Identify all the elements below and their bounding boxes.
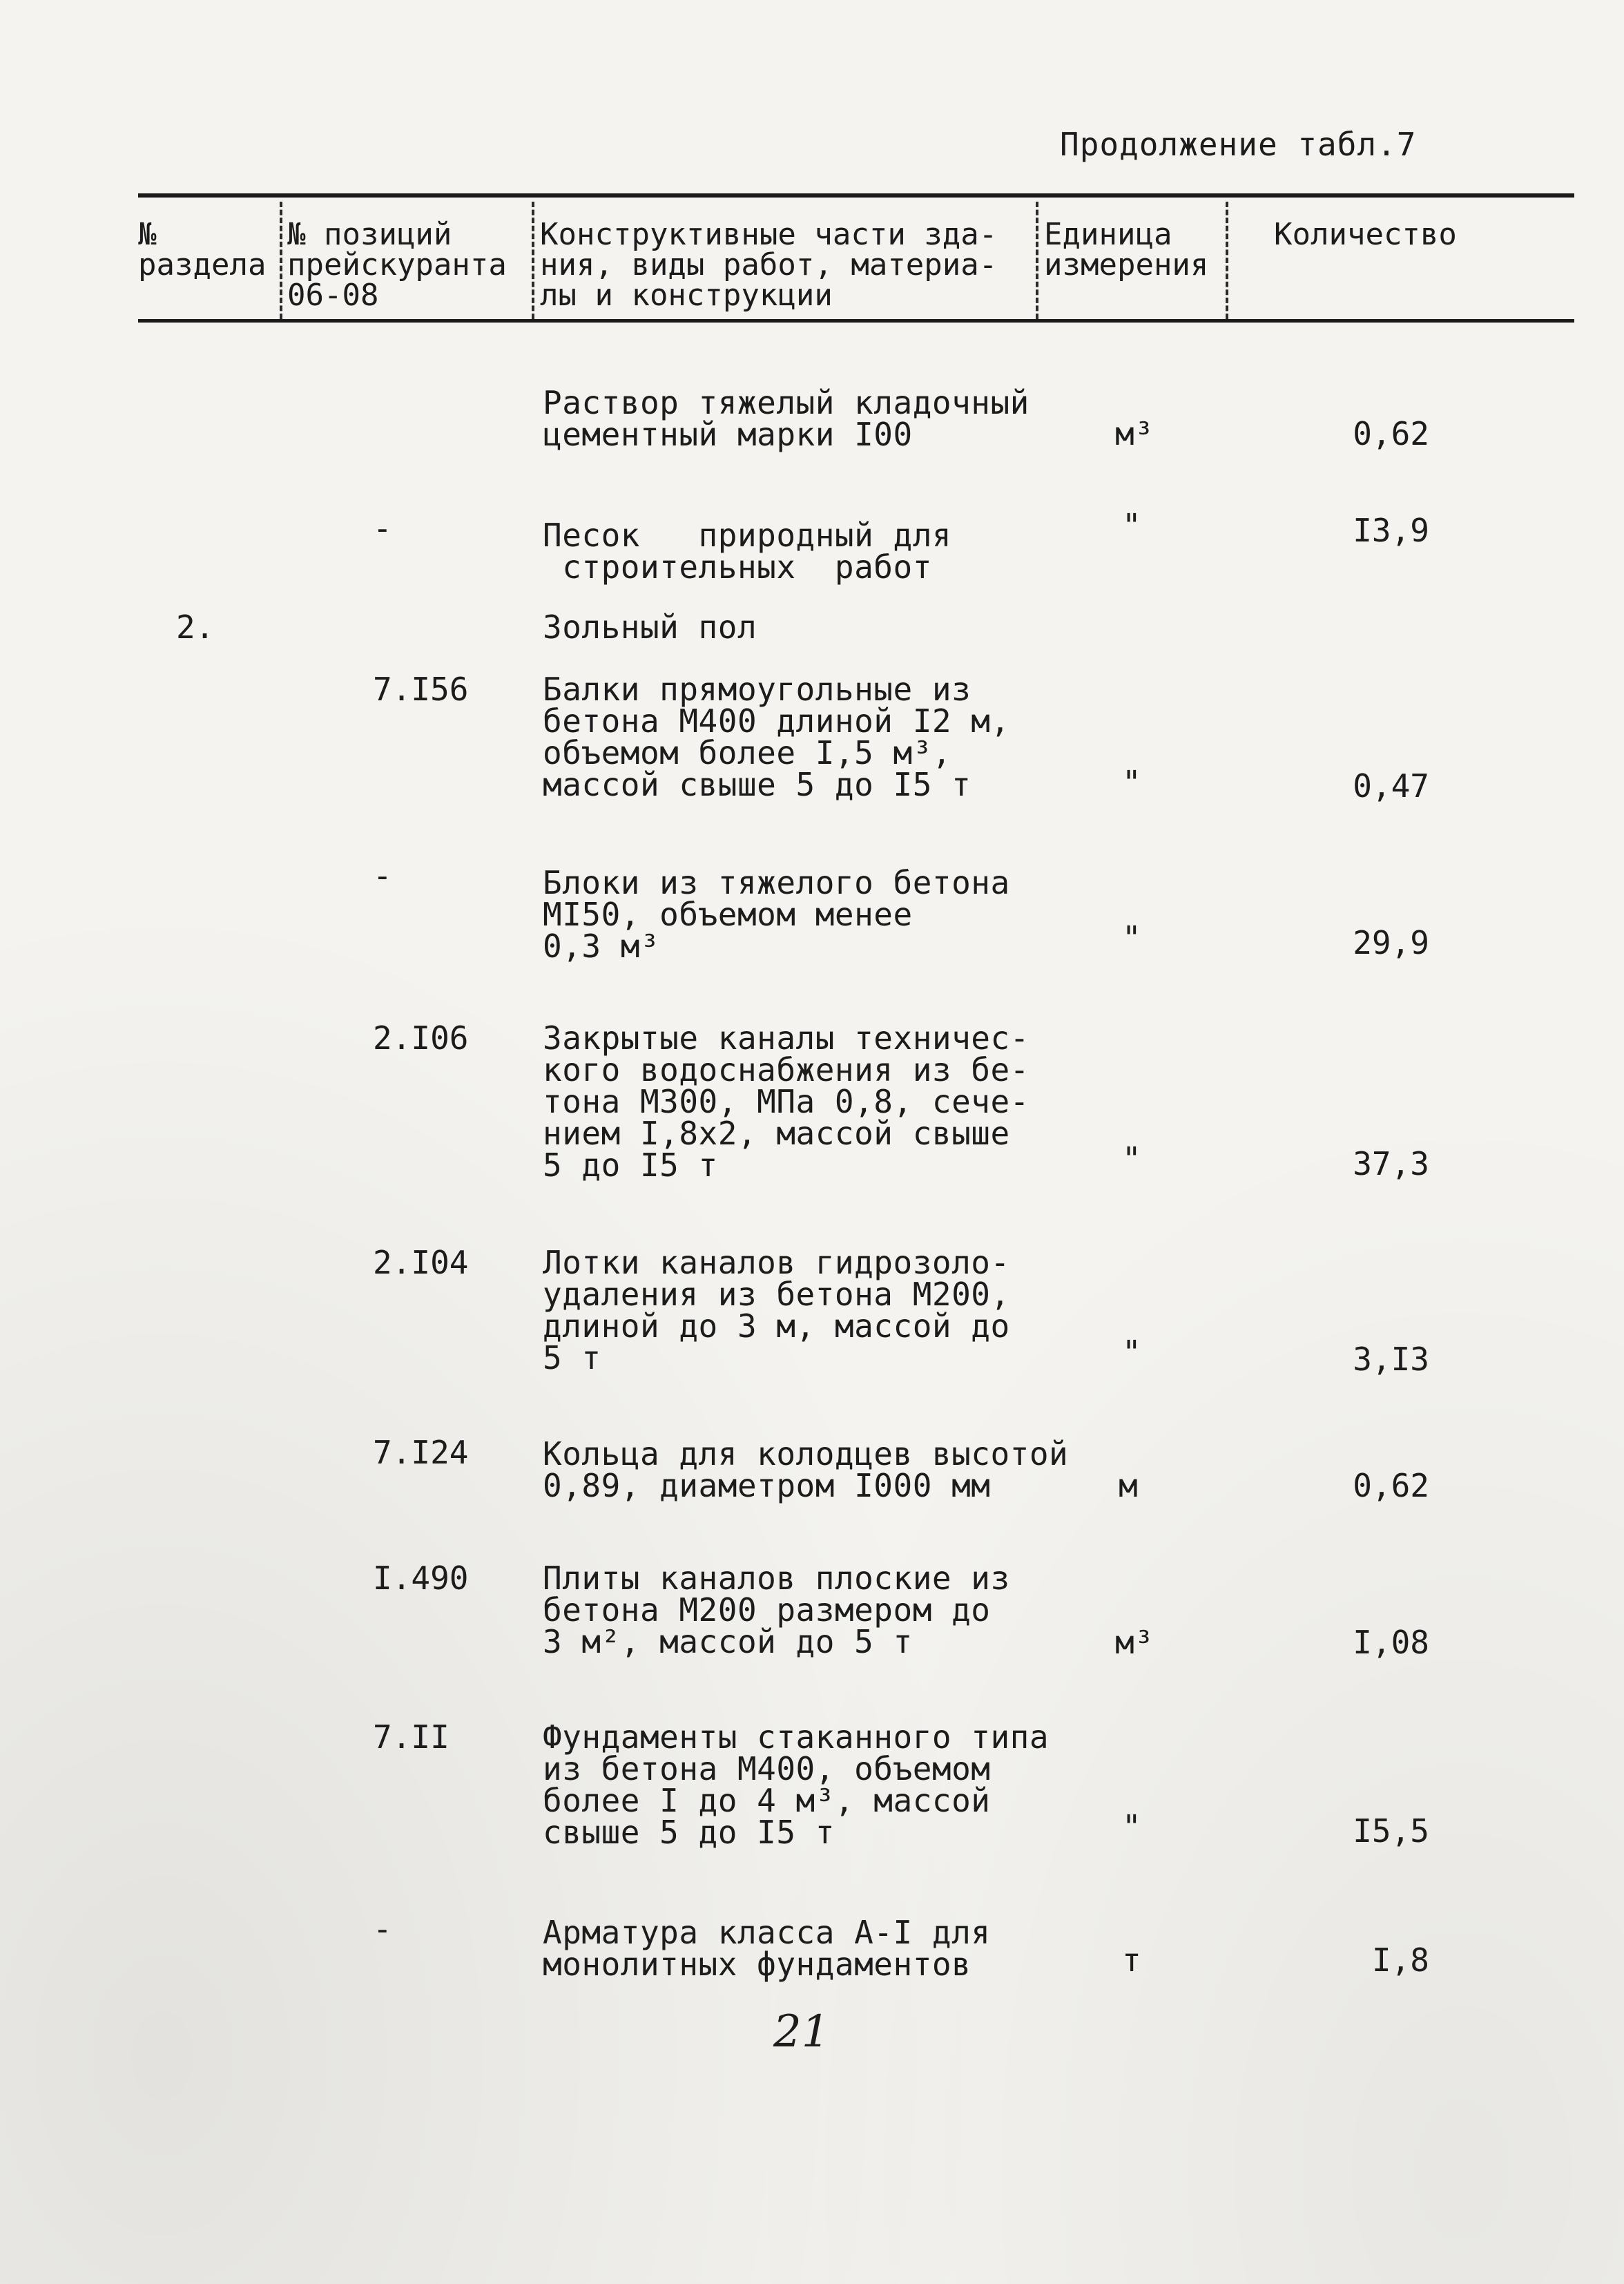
row-description: Кольца для колодцев высотой 0,89, диаметром I000 мм [543, 1435, 1069, 1504]
column-separator [280, 202, 282, 319]
table-top-rule [138, 193, 1574, 198]
row-description: Фундаменты стаканного типа из бетона М400, объемом более I до 4 м³, массой свыше 5 до I5 т [543, 1718, 1050, 1851]
row-unit: м³ [1115, 1624, 1154, 1661]
row-position: 7.I24 [373, 1434, 469, 1471]
row-unit: " [1122, 1334, 1141, 1371]
row-quantity: I,8 [1371, 1941, 1429, 1979]
page-number: 21 [773, 2006, 830, 2057]
row-unit: " [1122, 1808, 1141, 1845]
row-unit: " [1122, 919, 1141, 957]
table-continuation-note: Продолжение табл.7 [1060, 126, 1417, 163]
row-unit: т [1122, 1941, 1141, 1979]
row-position: 7.I56 [373, 671, 469, 708]
row-description: Блоки из тяжелого бетона МI50, объемом менее 0,3 м³ [543, 864, 1010, 965]
row-unit: " [1122, 1140, 1141, 1178]
row-quantity: I3,9 [1353, 512, 1429, 549]
row-unit: " [1122, 764, 1141, 801]
row-description: Лотки каналов гидрозоло- удаления из бетона М200, длиной до 3 м, массой до 5 т [543, 1244, 1010, 1376]
row-position: - [373, 1910, 392, 1948]
row-unit: " [1122, 507, 1141, 544]
row-description: Закрытые каналы техничес- кого водоснабжения из бе- тона М300, МПа 0,8, сече- нием I,8x2, массой свыше 5 до I5 т [543, 1019, 1030, 1184]
row-quantity: I,08 [1353, 1624, 1429, 1661]
row-section-number: 2. [176, 608, 215, 646]
table-header-bottom-rule [138, 319, 1574, 323]
row-quantity: 0,62 [1353, 415, 1429, 452]
row-position: 2.I04 [373, 1244, 469, 1281]
row-description: Песок природный для строительных работ [543, 517, 952, 586]
row-description: Балки прямоугольные из бетона М400 длиной I2 м, объемом более I,5 м³, массой свыше 5 до I5 т [543, 671, 1010, 803]
row-unit: м³ [1115, 415, 1154, 452]
column-separator [1036, 202, 1038, 319]
row-position: - [373, 510, 392, 547]
row-quantity: 0,62 [1353, 1467, 1429, 1504]
column-separator [1226, 202, 1228, 319]
row-position: 2.I06 [373, 1019, 469, 1057]
column-header-position: № позиций прейскуранта 06-08 [287, 217, 507, 313]
row-description: Арматура класса А-I для монолитных фундаментов [543, 1914, 991, 1983]
column-header-unit: Единица измерения [1044, 217, 1209, 282]
row-description: Плиты каналов плоские из бетона М200 размером до 3 м², массой до 5 т [543, 1560, 1010, 1660]
row-position: I.490 [373, 1560, 469, 1597]
column-separator [532, 202, 534, 319]
row-quantity: 3,I3 [1353, 1341, 1429, 1378]
row-quantity: 37,3 [1353, 1145, 1429, 1182]
row-quantity: I5,5 [1353, 1812, 1429, 1850]
row-section-title: Зольный пол [543, 608, 757, 646]
column-header-quantity: Количество [1274, 217, 1457, 252]
column-header-section: № раздела [138, 217, 267, 282]
row-quantity: 0,47 [1353, 767, 1429, 805]
row-description: Раствор тяжелый кладочный цементный марки I00 [543, 384, 1030, 453]
row-quantity: 29,9 [1353, 924, 1429, 961]
row-position: 7.II [373, 1718, 450, 1756]
row-unit: м [1119, 1467, 1138, 1504]
column-header-description: Конструктивные части зда- ния, виды работ, материа- лы и конструкции [540, 217, 998, 313]
row-position: - [373, 857, 392, 894]
